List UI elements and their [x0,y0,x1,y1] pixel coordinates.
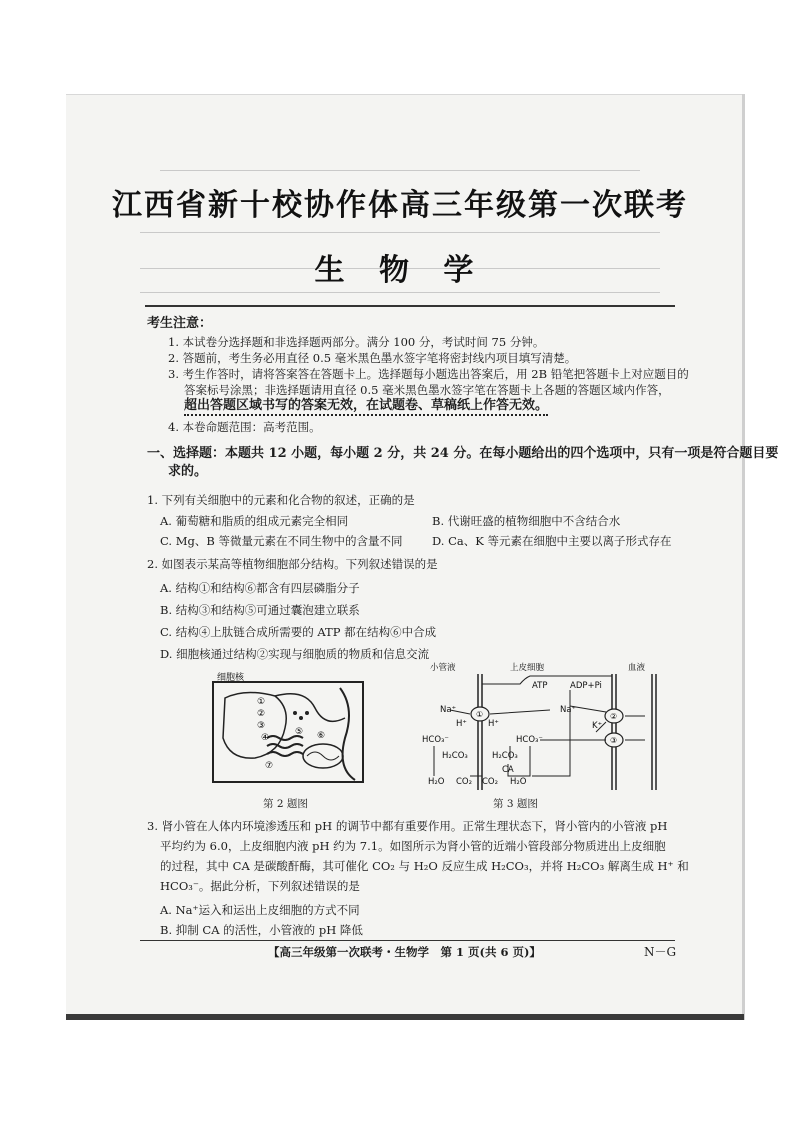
fig2-marker-3: ③ [257,721,266,731]
mitochondrion-cristae [307,752,339,760]
fig3-ca: CA [502,765,514,775]
fig3-h-left: H⁺ [456,719,467,729]
golgi-stack [267,752,303,756]
plasma-membrane [340,688,355,780]
sheet-bottom-edge [66,1014,744,1020]
notice-item-3-cont: 答案标号涂黑；非选择题请用直径 0.5 毫米黑色墨水签字笔在答题卡上各题的答题区域内作答， [184,383,670,397]
fig3-na-left: Na⁺ [440,705,457,715]
fig3-h2co3-mid: H₂CO₃ [492,751,518,761]
ribosome-dot [293,711,297,715]
notice-item-2: 2. 答题前，考生务必用直径 0.5 毫米黑色墨水签字笔将密封线内项目填写清楚。 [168,351,577,365]
fig3-co2-mid: CO₂ [482,777,499,787]
q3-stem-line-2: 平均约为 6.0，上皮细胞内液 pH 约为 7.1。如图所示为肾小管的近端小管段部分物质进出上皮细胞 [160,839,666,853]
q2-option-c: C. 结构④上肽链合成所需要的 ATP 都在结构⑥中合成 [160,625,437,639]
nucleus-envelope [223,692,286,758]
figure-3-tubule-diagram [420,660,675,795]
fig3-h2co3-left: H₂CO₃ [442,751,468,761]
cell-wall-outline [213,682,363,782]
q3-option-a: A. Na⁺运入和运出上皮细胞的方式不同 [160,903,360,917]
footer-divider [140,940,675,941]
notice-item-3: 3. 考生作答时，请将答案答在答题卡上。选择题每小题选出答案后，用 2B 铅笔把答题卡上对应题目的 [168,367,689,381]
q3-stem-line-1: 3. 肾小管在人体内环境渗透压和 pH 的调节中都有重要作用。正常生理状态下，肾小管内的小管液 pH [147,819,668,833]
ribosome-dot [299,716,303,720]
fig3-co2-left: CO₂ [456,777,473,787]
bleed-through-line [140,292,660,293]
fig3-h-mid: H⁺ [488,719,499,729]
golgi-stack [267,744,303,748]
fig2-marker-7: ⑦ [265,761,274,771]
q1-option-a: A. 葡萄糖和脂质的组成元素完全相同 [160,514,349,528]
footer-code: N－G [644,945,677,959]
exam-title: 江西省新十校协作体高三年级第一次联考 [112,188,688,223]
fig3-adp: ADP+Pi [570,681,602,691]
section-1-heading: 一、选择题：本题共 12 小题，每小题 2 分，共 24 分。在每小题给出的四个选项中，只有一项是符合题目要 [147,446,779,461]
sheet-right-edge [742,94,745,1020]
figure-2-cell-diagram [205,668,370,793]
fig3-h2o-left: H₂O [428,777,445,787]
header-divider [145,305,675,307]
notice-item-4: 4. 本卷命题范围：高考范围。 [168,420,321,434]
fig2-marker-4: ④ [261,733,270,743]
fig3-h2o-mid: H₂O [510,777,527,787]
q3-option-b: B. 抑制 CA 的活性，小管液的 pH 降低 [160,923,363,937]
q1-option-b: B. 代谢旺盛的植物细胞中不含结合水 [432,514,621,528]
q1-stem: 1. 下列有关细胞中的元素和化合物的叙述，正确的是 [147,493,415,507]
fig3-k-right: K⁺ [592,721,603,731]
figure-2-caption: 第 2 题图 [263,798,308,810]
figure-3-caption: 第 3 题图 [493,798,538,810]
fig3-atp: ATP [532,681,548,691]
q3-stem-line-4: HCO₃⁻。据此分析，下列叙述错误的是 [160,879,360,893]
q2-option-b: B. 结构③和结构⑤可通过囊泡建立联系 [160,603,360,617]
fig3-carrier-1-label: ① [476,710,484,719]
q2-stem: 2. 如图表示某高等植物细胞部分结构。下列叙述错误的是 [147,557,438,571]
section-1-heading-cont: 求的。 [168,464,208,479]
footer-page-info: 【高三年级第一次联考・生物学 第 1 页(共 6 页)】 [268,945,541,959]
notice-item-1: 1. 本试卷分选择题和非选择题两部分。满分 100 分，考试时间 75 分钟。 [168,335,545,349]
fig2-nucleus-label: 细胞核 [217,673,245,683]
ribosome-dot [305,711,309,715]
notice-item-3-warning: 超出答题区域书写的答案无效，在试题卷、草稿纸上作答无效。 [184,398,548,416]
bleed-through-line [160,170,640,171]
fig3-carrier-3-label: ③ [610,736,618,745]
fig2-marker-1: ① [257,697,266,707]
subject-title: 生 物 学 [314,253,486,288]
q3-stem-line-3: 的过程，其中 CA 是碳酸酐酶，其可催化 CO₂ 与 H₂O 反应生成 H₂CO₃，并将 H₂CO₃ 解离生成 H⁺ 和 [160,859,689,873]
q2-option-d: D. 细胞核通过结构②实现与细胞质的物质和信息交流 [160,647,430,661]
fig3-label-epithelial: 上皮细胞 [510,663,545,673]
bleed-through-line [140,232,660,233]
fig3-na-right: Na⁺ [560,705,577,715]
notice-heading: 考生注意： [147,316,213,331]
fig3-hco3-left: HCO₃⁻ [422,735,449,745]
fig3-carrier-2-label: ② [610,712,618,721]
fig3-hco3-mid: HCO₃⁻ [516,735,543,745]
q2-option-a: A. 结构①和结构⑥都含有四层磷脂分子 [160,581,360,595]
q1-option-c: C. Mg、B 等微量元素在不同生物中的含量不同 [160,534,403,548]
fig3-label-blood: 血液 [628,663,646,673]
fig3-diffusion-arrow [532,690,570,776]
fig2-marker-2: ② [257,709,266,719]
fig3-label-tubule: 小管液 [430,663,456,673]
q1-option-d: D. Ca、K 等元素在细胞中主要以离子形式存在 [432,534,672,548]
fig2-marker-6: ⑥ [317,731,326,741]
fig2-marker-5: ⑤ [295,727,304,737]
